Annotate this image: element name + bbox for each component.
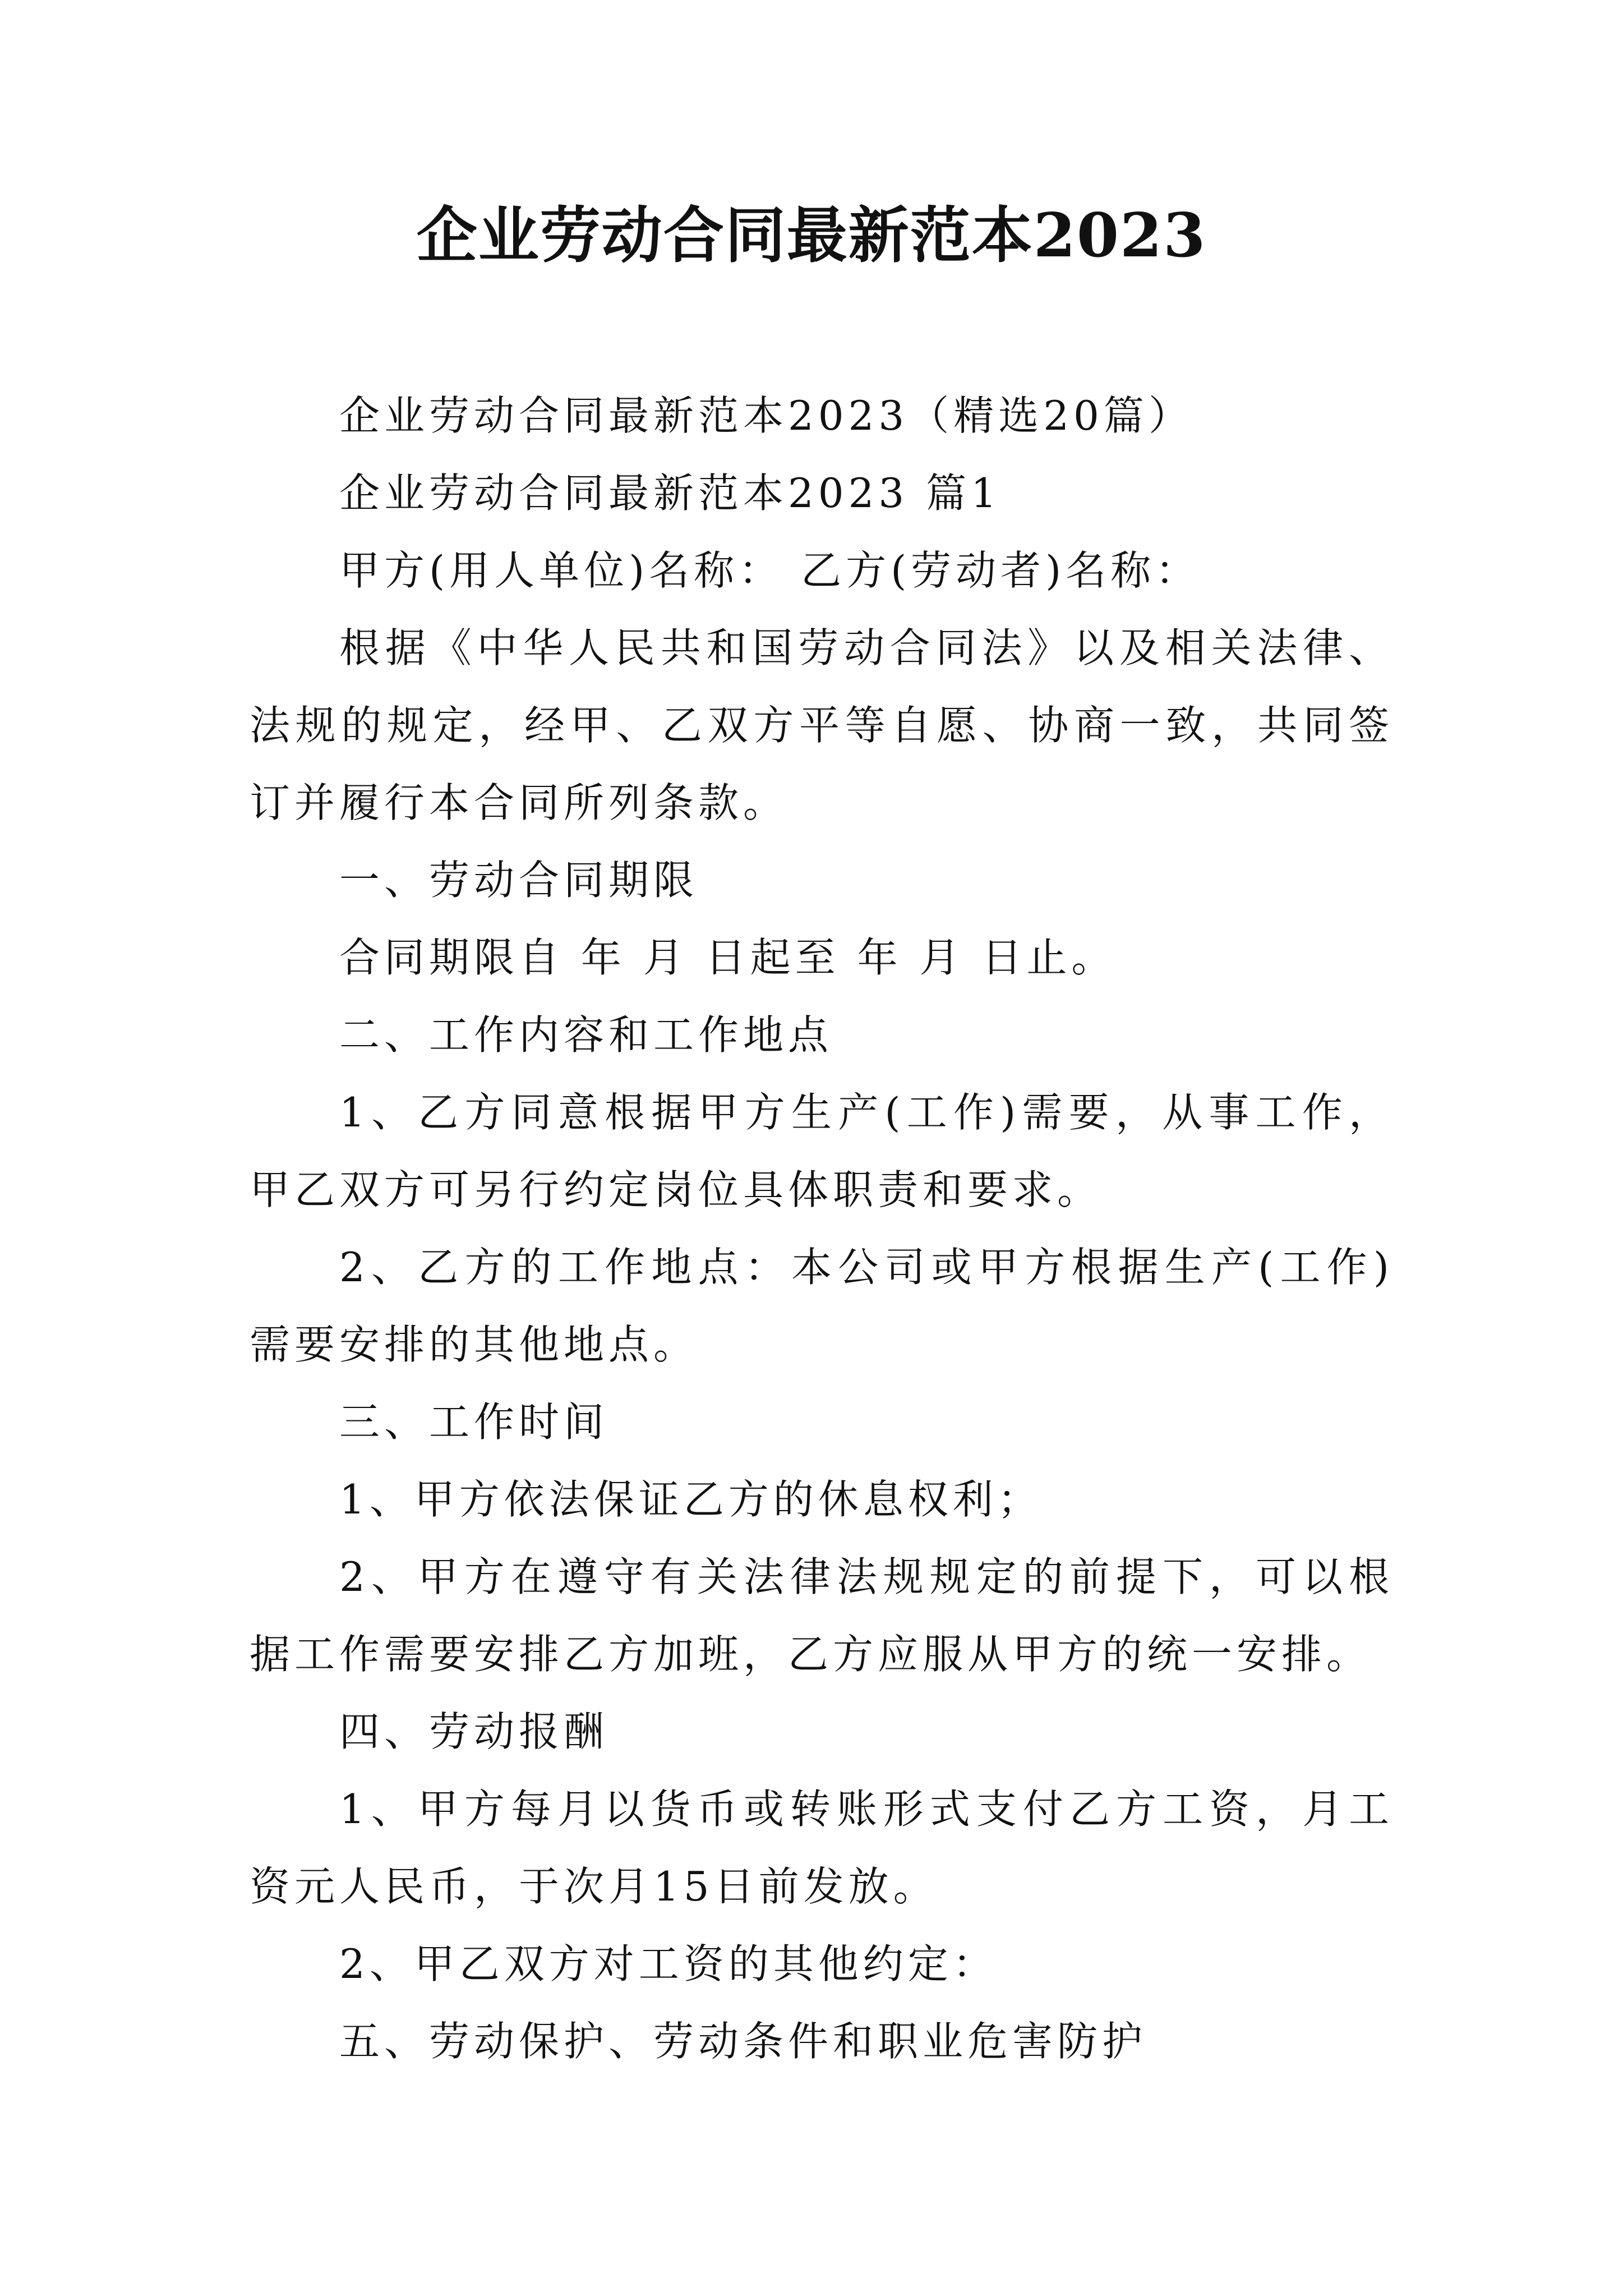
paragraph-remuneration-2: 2、甲乙双方对工资的其他约定： [339,1940,998,1987]
paragraph-work-content-1: 1、乙方同意根据甲方生产(工作)需要，从事工作，甲乙双方可另行约定岗位具体职责和要求。 [250,1089,1394,1213]
document-title: 企业劳动合同最新范本2023 [416,200,1207,271]
paragraph-contract-term: 合同期限自 年 月 日起至 年 月 日止。 [339,934,1117,981]
heading-work-time: 三、工作时间 [339,1398,609,1446]
heading-labor-protection: 五、劳动保护、劳动条件和职业危害防护 [339,2018,1147,2065]
document-body [250,377,1394,2080]
heading-work-content: 二、工作内容和工作地点 [339,1011,833,1059]
paragraph-work-content-2: 2、乙方的工作地点：本公司或甲方根据生产(工作)需要安排的其他地点。 [250,1244,1394,1368]
paragraph-parties: 甲方(用人单位)名称： 乙方(劳动者)名称： [339,547,1201,594]
paragraph-work-time-1: 1、甲方依法保证乙方的休息权利； [339,1476,1043,1523]
paragraph-subtitle: 企业劳动合同最新范本2023（精选20篇） [339,392,1193,439]
paragraph-preamble: 根据《中华人民共和国劳动合同法》以及相关法律、法规的规定，经甲、乙双方平等自愿、协商一致，共同签订并履行本合同所列条款。 [250,624,1394,826]
paragraph-remuneration-1: 1、甲方每月以货币或转账形式支付乙方工资，月工资元人民币，于次月15日前发放。 [250,1786,1394,1910]
paragraph-work-time-2: 2、甲方在遵守有关法律法规规定的前提下，可以根据工作需要安排乙方加班，乙方应服从甲方的统一安排。 [250,1553,1394,1678]
heading-contract-term: 一、劳动合同期限 [339,857,699,904]
heading-remuneration: 四、劳动报酬 [339,1708,609,1755]
paragraph-section-heading: 企业劳动合同最新范本2023 篇1 [339,470,1001,517]
